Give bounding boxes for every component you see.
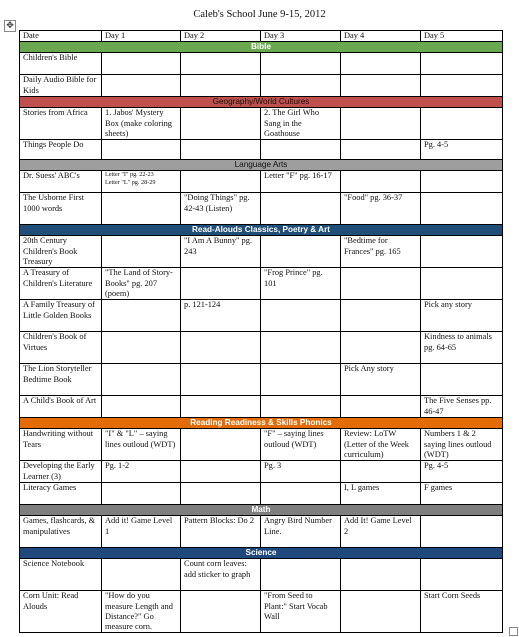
schedule-body (20, 42, 503, 633)
subject-cell[interactable]: A Child's Book of Art (20, 396, 102, 418)
day-cell[interactable] (341, 396, 421, 418)
day-cell[interactable] (102, 364, 181, 396)
day-cell[interactable] (102, 396, 181, 418)
header-cell[interactable]: Day 4 (341, 31, 421, 42)
day-cell[interactable] (181, 171, 261, 193)
day-cell[interactable]: "Frog Prince" pg. 101 (261, 268, 341, 300)
day-cell[interactable]: "The Land of Story-Books" pg. 207 (poem) (102, 268, 181, 300)
day-cell[interactable] (341, 591, 421, 633)
subject-cell[interactable]: Things People Do (20, 140, 102, 160)
day-cell[interactable] (421, 516, 503, 548)
day-cell[interactable]: Count corn leaves: add sticker to graph (181, 559, 261, 591)
day-cell[interactable] (181, 396, 261, 418)
day-cell[interactable] (261, 483, 341, 505)
section-header-phonics (20, 418, 503, 429)
day-cell[interactable] (102, 193, 181, 225)
day-cell[interactable]: Add it! Game Level 1 (102, 516, 181, 548)
section-title[interactable]: Reading Readiness & Skills Phonics (20, 418, 503, 429)
day-cell[interactable] (102, 75, 181, 97)
page-title: Caleb's School June 9-15, 2012 (193, 9, 326, 20)
day-cell[interactable] (261, 75, 341, 97)
day-cell[interactable] (261, 396, 341, 418)
day-cell[interactable] (261, 236, 341, 268)
section-title[interactable]: Science (20, 548, 503, 559)
day-cell[interactable] (181, 591, 261, 633)
day-cell[interactable] (102, 300, 181, 332)
table-row (20, 75, 503, 97)
day-cell[interactable]: Letter "I" pg. 22-23 Letter "L" pg. 28-29 (102, 171, 181, 193)
table-row (20, 332, 503, 364)
day-cell[interactable] (102, 559, 181, 591)
subject-cell[interactable]: The Usborne First 1000 words (20, 193, 102, 225)
day-cell[interactable]: Numbers 1 & 2 saying lines outloud (WDT) (421, 429, 503, 461)
day-cell[interactable] (421, 193, 503, 225)
day-cell[interactable]: Pick Any story (341, 364, 421, 396)
day-cell[interactable]: Pg. 3 (261, 461, 341, 483)
subject-cell[interactable]: Daily Audio Bible for Kids (20, 75, 102, 97)
table-row (20, 591, 503, 633)
header-cell[interactable]: Day 3 (261, 31, 341, 42)
day-cell[interactable]: Pattern Blocks: Do 2 (181, 516, 261, 548)
day-cell[interactable] (421, 364, 503, 396)
day-cell[interactable]: "Food" pg. 36-37 (341, 193, 421, 225)
table-row (20, 108, 503, 140)
table-resize-handle-icon[interactable] (509, 627, 518, 636)
day-cell[interactable]: I, L games (341, 483, 421, 505)
day-cell[interactable] (181, 75, 261, 97)
day-cell[interactable] (102, 332, 181, 364)
table-row (20, 461, 503, 483)
subject-cell[interactable]: Children's Bible (20, 53, 102, 75)
table-row (20, 364, 503, 396)
subject-cell[interactable]: The Lion Storyteller Bedtime Book (20, 364, 102, 396)
day-cell[interactable] (261, 364, 341, 396)
day-cell[interactable] (261, 53, 341, 75)
day-cell[interactable] (261, 193, 341, 225)
section-title[interactable]: Language Arts (20, 160, 503, 171)
day-cell[interactable]: Start Corn Seeds (421, 591, 503, 633)
day-cell[interactable] (421, 53, 503, 75)
table-row (20, 429, 503, 461)
table-row (20, 483, 503, 505)
day-cell[interactable]: The Five Senses pp. 46-47 (421, 396, 503, 418)
section-header-lang (20, 160, 503, 171)
day-cell[interactable] (181, 268, 261, 300)
header-cell[interactable]: Day 1 (102, 31, 181, 42)
section-header-bible (20, 42, 503, 53)
day-cell[interactable] (102, 140, 181, 160)
table-row (20, 171, 503, 193)
day-cell[interactable] (421, 236, 503, 268)
day-cell[interactable]: Angry Bird Number Line. (261, 516, 341, 548)
subject-cell[interactable]: A Treasury of Children's Literature (20, 268, 102, 300)
day-cell[interactable]: Review: LoTW (Letter of the Week curriculum) (341, 429, 421, 461)
day-cell[interactable] (341, 332, 421, 364)
day-cell[interactable]: Letter "F" pg. 16-17 (261, 171, 341, 193)
table-row (20, 140, 503, 160)
day-cell[interactable] (261, 332, 341, 364)
day-cell[interactable]: "F" – saying lines outloud (WDT) (261, 429, 341, 461)
subject-cell[interactable]: Stories from Africa (20, 108, 102, 140)
day-cell[interactable] (421, 559, 503, 591)
day-cell[interactable]: 2. The Girl Who Sang in the Goathouse (261, 108, 341, 140)
header-row (20, 31, 503, 42)
section-title[interactable]: Bible (20, 42, 503, 53)
day-cell[interactable] (341, 108, 421, 140)
subject-cell[interactable]: Developing the Early Learner (3) (20, 461, 102, 483)
day-cell[interactable] (102, 236, 181, 268)
section-title[interactable]: Geography/World Cultures (20, 97, 503, 108)
day-cell[interactable]: Pg. 4-5 (421, 140, 503, 160)
subject-cell[interactable]: Games, flashcards, & manipulatives (20, 516, 102, 548)
day-cell[interactable]: p. 121-124 (181, 300, 261, 332)
day-cell[interactable] (181, 483, 261, 505)
day-cell[interactable] (261, 559, 341, 591)
day-cell[interactable] (341, 300, 421, 332)
day-cell[interactable]: "Bedtime for Frances" pg. 165 (341, 236, 421, 268)
section-header-read (20, 225, 503, 236)
day-cell[interactable] (102, 483, 181, 505)
day-cell[interactable]: Pg. 4-5 (421, 461, 503, 483)
day-cell[interactable] (341, 140, 421, 160)
day-cell[interactable]: "I" & "L" – saying lines outloud (WDT) (102, 429, 181, 461)
day-cell[interactable]: "How do you measure Length and Distance?" Go measure corn. (102, 591, 181, 633)
day-cell[interactable] (261, 300, 341, 332)
header-cell[interactable]: Day 2 (181, 31, 261, 42)
day-cell[interactable] (421, 75, 503, 97)
day-cell[interactable]: "From Seed to Plant:" Start Vocab Wall (261, 591, 341, 633)
day-cell[interactable] (341, 559, 421, 591)
day-cell[interactable] (341, 53, 421, 75)
table-move-handle-icon[interactable]: ✥ (4, 20, 16, 32)
table-row (20, 236, 503, 268)
day-cell[interactable]: Pg. 1-2 (102, 461, 181, 483)
subject-cell[interactable]: Children's Book of Virtues (20, 332, 102, 364)
day-cell[interactable]: F games (421, 483, 503, 505)
subject-cell[interactable]: Dr. Suess' ABC's (20, 171, 102, 193)
day-cell[interactable]: Pick any story (421, 300, 503, 332)
header-cell[interactable]: Date (20, 31, 102, 42)
day-cell[interactable] (181, 108, 261, 140)
day-cell[interactable] (341, 461, 421, 483)
table-row (20, 559, 503, 591)
day-cell[interactable] (181, 140, 261, 160)
table-row (20, 516, 503, 548)
subject-cell[interactable]: Science Notebook (20, 559, 102, 591)
day-cell[interactable] (102, 53, 181, 75)
day-cell[interactable] (341, 75, 421, 97)
subject-cell[interactable]: A Family Treasury of Little Golden Books (20, 300, 102, 332)
day-cell[interactable] (181, 461, 261, 483)
day-cell[interactable]: Add It! Game Level 2 (341, 516, 421, 548)
section-title[interactable]: Read-Alouds Classics, Poetry & Art (20, 225, 503, 236)
day-cell[interactable]: 1. Jabos' Mystery Box (make coloring sheets) (102, 108, 181, 140)
day-cell[interactable] (341, 171, 421, 193)
day-cell[interactable] (421, 171, 503, 193)
day-cell[interactable] (261, 140, 341, 160)
table-row (20, 193, 503, 225)
section-header-math (20, 505, 503, 516)
section-title[interactable]: Math (20, 505, 503, 516)
table-row (20, 53, 503, 75)
section-header-science (20, 548, 503, 559)
subject-cell[interactable]: Corn Unit: Read Alouds (20, 591, 102, 633)
day-cell[interactable] (181, 429, 261, 461)
schedule-table (19, 30, 503, 633)
section-header-geo (20, 97, 503, 108)
day-cell[interactable]: "Doing Things" pg. 42-43 (Listen) (181, 193, 261, 225)
subject-cell[interactable]: Handwriting without Tears (20, 429, 102, 461)
day-cell[interactable] (181, 53, 261, 75)
table-row (20, 300, 503, 332)
day-cell[interactable] (181, 332, 261, 364)
subject-cell[interactable]: Literacy Games (20, 483, 102, 505)
subject-cell[interactable]: 20th Century Children's Book Treasury (20, 236, 102, 268)
day-cell[interactable] (421, 268, 503, 300)
day-cell[interactable]: "I Am A Bunny" pg. 243 (181, 236, 261, 268)
table-row (20, 268, 503, 300)
day-cell[interactable] (341, 268, 421, 300)
day-cell[interactable] (421, 108, 503, 140)
day-cell[interactable]: Kindness to animals pg. 64-65 (421, 332, 503, 364)
day-cell[interactable] (181, 364, 261, 396)
table-row (20, 396, 503, 418)
header-cell[interactable]: Day 5 (421, 31, 503, 42)
